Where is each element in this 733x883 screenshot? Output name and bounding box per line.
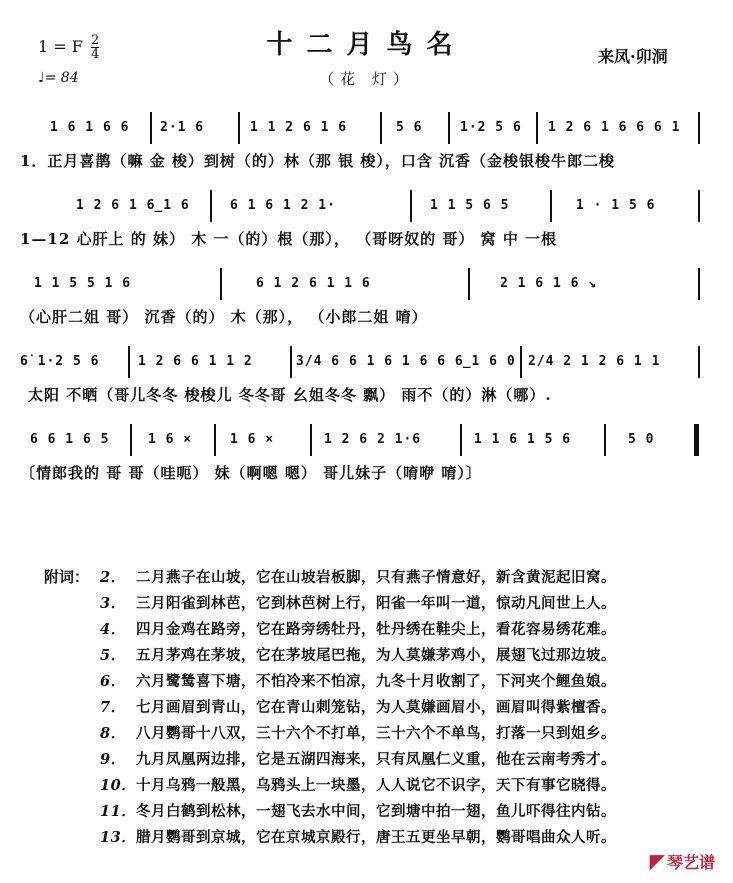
barline bbox=[550, 190, 552, 222]
score-system-2 bbox=[20, 190, 720, 250]
barline bbox=[536, 112, 538, 144]
verse-number: 10． bbox=[100, 777, 137, 794]
time-top: 2 bbox=[90, 33, 100, 48]
system-3-lyric: （心肝二姐 哥） 沉香（的） 木（那）， （小郎二姐 唷） bbox=[20, 308, 428, 326]
measure-notes: 1 1 5 5 1 6 bbox=[34, 276, 132, 291]
final-barline bbox=[694, 424, 699, 456]
verse-number: 8． bbox=[100, 725, 126, 742]
barline bbox=[698, 112, 700, 144]
barline bbox=[210, 190, 212, 222]
verse-line bbox=[100, 696, 616, 717]
verse-text: 七月画眉到青山，它在青山刺笼钻，为人莫嫌画眉小，画眉叫得紫檀香。 bbox=[136, 699, 616, 716]
barline bbox=[604, 424, 606, 456]
verse-text: 三月阳雀到林芭，它到林芭树上行，阳雀一年叫一道，惊动凡间世上人。 bbox=[136, 595, 616, 612]
verse-text: 十月乌鸦一般黑，乌鸦头上一块墨，人人说它不识字，天下有事它晓得。 bbox=[136, 777, 616, 794]
system-2-lyric: 1—12 心肝上 的 妹） 木 一（的）根（那）， （哥呀奴的 哥） 窝 中 一根 bbox=[20, 230, 558, 248]
measure-notes: 2/4 2 1 2 6 1 1 bbox=[528, 354, 661, 369]
barline bbox=[448, 112, 450, 144]
verse-number: 5． bbox=[100, 647, 126, 664]
verse-number: 7． bbox=[100, 699, 126, 716]
barline bbox=[238, 112, 240, 144]
measure-notes: 6̇ 1·2 5 6 bbox=[20, 354, 100, 369]
barline bbox=[460, 424, 462, 456]
measure-notes: 1 1 5 6 5 bbox=[430, 198, 510, 213]
verse-text: 五月茅鸡在茅坡，它在茅坡尾巴拖，为人莫嫌茅鸡小，展翅飞过那边坡。 bbox=[136, 647, 616, 664]
measure-notes: 6 1 2 6 1 1 6 bbox=[256, 276, 371, 291]
measure-notes: 1 6 1 6 6 bbox=[50, 120, 130, 135]
barline bbox=[130, 424, 132, 456]
song-origin: 来凤·卯洞 bbox=[598, 47, 668, 66]
measure-notes: 6 6 1 6 5 bbox=[30, 432, 110, 447]
watermark-text: 琴艺谱 bbox=[666, 853, 715, 872]
verse-text: 冬月白鹤到松林，一翅飞去水中间，它到塘中拍一翅，鱼儿吓得往内钻。 bbox=[136, 803, 616, 820]
tempo-marking: ♩= 84 bbox=[38, 70, 79, 86]
time-bottom: 4 bbox=[90, 47, 100, 62]
measure-notes: 1 2 6 6 1 1 2 bbox=[138, 354, 253, 369]
score-system-4 bbox=[20, 346, 720, 406]
site-watermark bbox=[650, 849, 715, 873]
system-1-lyric: 1．正月喜鹊（嘛 金 梭）到树（的）林（那 银 梭），口含 沉香（金梭银梭牛郎二梭 bbox=[20, 152, 616, 170]
barline bbox=[468, 268, 470, 300]
measure-notes: 3/4 6 6 1 6 1 6 6 6̲1 6 0 bbox=[296, 354, 516, 369]
barline bbox=[698, 268, 700, 300]
appendix-label: 附词： bbox=[44, 568, 90, 586]
measure-notes: 1·2 5 6 bbox=[460, 120, 522, 135]
measure-notes: 6 1 6 1 2 1· bbox=[230, 198, 336, 213]
verse-line bbox=[100, 644, 616, 665]
system-4-lyric: 太阳 不晒（哥儿冬冬 梭梭儿 冬冬哥 幺姐冬冬 飘） 雨不（的）淋（哪）. bbox=[28, 386, 552, 404]
measure-notes: 2·1 6 bbox=[160, 120, 205, 135]
verse-number: 13． bbox=[100, 829, 137, 846]
verse-text: 腊月鹦哥到京城，它在京城京殿行，唐王五更坐早朝，鹦哥唱曲众人听。 bbox=[136, 829, 616, 846]
verse-line bbox=[100, 826, 616, 847]
verse-number: 11． bbox=[100, 803, 137, 820]
measure-notes: 5 6 bbox=[396, 120, 423, 135]
verse-text: 四月金鸡在路旁，它在路旁绣牡丹，牡丹绣在鞋尖上，看花容易绣花难。 bbox=[136, 621, 616, 638]
verse-line bbox=[100, 566, 616, 587]
score-system-1 bbox=[20, 112, 720, 172]
song-title: 十二月鸟名 bbox=[266, 30, 467, 60]
verse-number: 6． bbox=[100, 673, 126, 690]
measure-notes: 1 1 2 6 1 6 bbox=[250, 120, 348, 135]
verse-text: 九月凤凰两边排，它是五湖四海来，只有凤凰仁义重，他在云南考秀才。 bbox=[136, 751, 616, 768]
measure-notes: 1 6 × bbox=[148, 432, 193, 447]
barline bbox=[220, 268, 222, 300]
verse-line bbox=[100, 592, 616, 613]
verse-line bbox=[100, 722, 616, 743]
score-system-3 bbox=[20, 268, 720, 328]
song-subtitle: （花 灯） bbox=[319, 70, 414, 88]
verse-line bbox=[100, 800, 616, 821]
barline bbox=[698, 190, 700, 222]
barline bbox=[290, 346, 292, 378]
measure-notes: 1 2 6 2 1·6 bbox=[324, 432, 422, 447]
measure-notes: 1 · 1 5 6 bbox=[576, 198, 656, 213]
measure-notes: 1 2 6 1 6̲1 6 bbox=[76, 198, 190, 213]
barline bbox=[380, 112, 382, 144]
system-5-lyric: 〔情郎我的 哥 哥（哇呃） 妹（啊嗯 嗯） 哥儿妹子（唷咿 唷）〕 bbox=[20, 464, 482, 482]
measure-notes: 1 1 6 1 5 6 bbox=[474, 432, 572, 447]
verse-line bbox=[100, 670, 616, 691]
barline bbox=[214, 424, 216, 456]
verse-number: 3． bbox=[100, 595, 126, 612]
barline bbox=[128, 346, 130, 378]
verse-line bbox=[100, 618, 616, 639]
verse-text: 八月鹦哥十八双，三十六个不打单，三十六个不单鸟，打落一只到姐乡。 bbox=[136, 725, 616, 742]
measure-notes: 2 1 6 1 6 ↘ bbox=[500, 276, 598, 291]
barline bbox=[698, 346, 700, 378]
verse-text: 六月鹭鸶喜下塘，不怕冷来不怕凉，九冬十月收割了，下河夹个鲤鱼娘。 bbox=[136, 673, 616, 690]
barline bbox=[310, 424, 312, 456]
measure-notes: 1 2 6 1 6 6 6 1 bbox=[548, 120, 681, 135]
measure-notes: 1 6 × bbox=[230, 432, 275, 447]
barline bbox=[520, 346, 522, 378]
barline bbox=[410, 190, 412, 222]
verse-line bbox=[100, 748, 616, 769]
verse-number: 4． bbox=[100, 621, 126, 638]
verse-text: 二月燕子在山坡，它在山坡岩板脚，只有燕子情意好，新含黄泥起旧窝。 bbox=[136, 569, 616, 586]
score-system-5 bbox=[20, 424, 720, 484]
key-text: 1 = F bbox=[38, 37, 83, 56]
measure-notes: 5 0 bbox=[628, 432, 655, 447]
verse-number: 2． bbox=[100, 569, 126, 586]
verse-line bbox=[100, 774, 616, 795]
qin-logo-icon: ◤ bbox=[649, 849, 665, 873]
verse-number: 9． bbox=[100, 751, 126, 768]
barline bbox=[150, 112, 152, 144]
